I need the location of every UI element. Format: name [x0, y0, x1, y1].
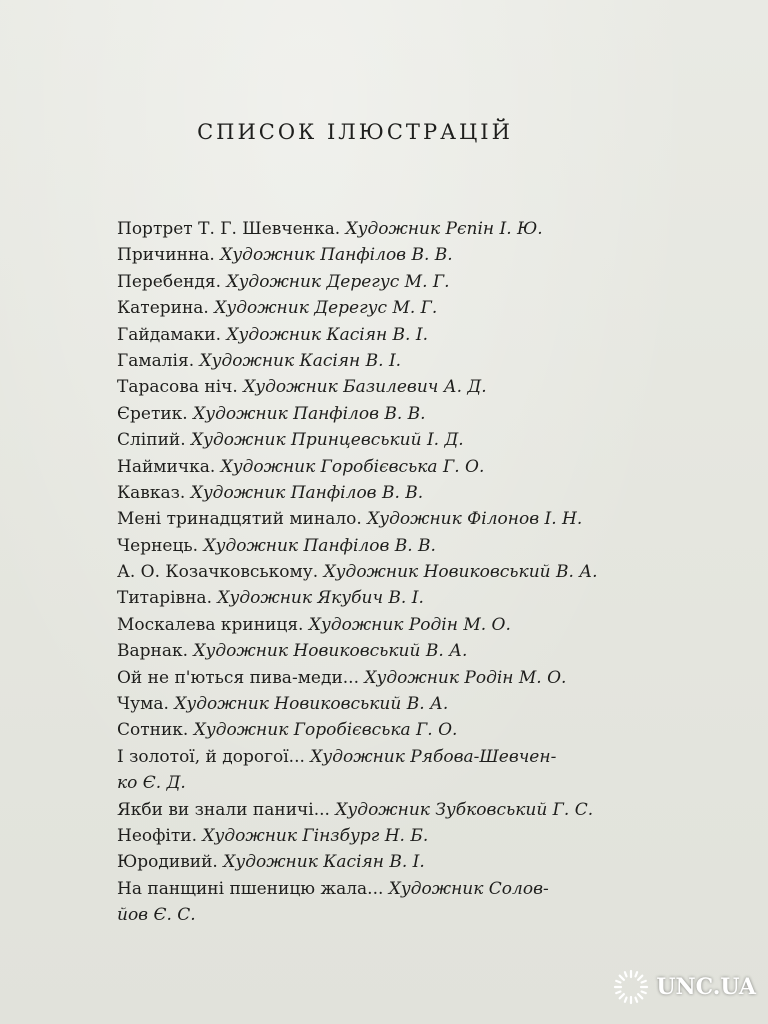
- illustration-title: Сотник.: [117, 720, 189, 741]
- list-item: [117, 322, 597, 348]
- illustration-artist: Художник Панфілов В. В.: [220, 245, 453, 266]
- illustration-artist: Художник Касіян В. І.: [223, 852, 425, 873]
- list-item: [117, 374, 597, 400]
- illustration-artist-continuation: ко Є. Д.: [117, 773, 186, 794]
- list-item: [117, 242, 597, 268]
- illustration-artist: Художник Базилевич А. Д.: [243, 377, 487, 398]
- illustration-title: І золотої, й дорогої...: [117, 746, 305, 767]
- list-item: [117, 585, 597, 611]
- illustration-title: Титарівна.: [117, 588, 212, 609]
- list-item: [117, 559, 597, 585]
- list-item: [117, 717, 597, 743]
- illustration-artist: Художник Новиковський В. А.: [323, 562, 598, 583]
- illustration-artist: Художник Гінзбург Н. Б.: [202, 826, 429, 847]
- illustration-title: На панщині пшеницю жала...: [117, 878, 384, 899]
- illustration-title: Тарасова ніч.: [117, 377, 238, 398]
- illustration-artist: Художник Панфілов В. В.: [203, 535, 436, 556]
- illustration-artist: Художник Рєпін І. Ю.: [345, 219, 543, 239]
- list-item: [117, 797, 597, 823]
- list-item: [117, 665, 597, 691]
- illustration-title: Сліпий.: [117, 430, 186, 451]
- illustration-title: Наймичка.: [117, 456, 216, 477]
- illustration-title: Гамалія.: [117, 350, 195, 371]
- list-item: [117, 823, 597, 849]
- illustration-artist: Художник Горобієвська Г. О.: [220, 456, 485, 477]
- list-item: [117, 506, 597, 532]
- illustration-title: Неофіти.: [117, 826, 198, 847]
- illustration-title: Чума.: [117, 694, 169, 715]
- illustration-artist: Художник Дерегус М. Г.: [226, 271, 450, 292]
- illustration-artist: Художник Солов-: [388, 878, 549, 899]
- illustration-artist: Художник Дерегус М. Г.: [214, 298, 438, 319]
- illustration-title: Катерина.: [117, 298, 209, 319]
- list-item: [117, 480, 597, 506]
- illustration-artist: Художник Зубковський Г. С.: [335, 799, 594, 820]
- list-item: [117, 401, 597, 427]
- illustration-artist: Художник Панфілов В. В.: [193, 403, 426, 424]
- illustration-title: Кавказ.: [117, 482, 186, 503]
- list-item: [117, 849, 597, 875]
- list-item: [117, 638, 597, 664]
- list-item: [117, 744, 597, 797]
- illustration-title: Єретик.: [117, 403, 188, 424]
- sunburst-logo-icon: [612, 968, 650, 1006]
- list-item: [117, 348, 597, 374]
- illustration-title: Причинна.: [117, 245, 215, 266]
- illustration-title: Гайдамаки.: [117, 324, 222, 345]
- illustration-title: Чернець.: [117, 535, 199, 556]
- illustration-artist-continuation: йов Є. С.: [117, 905, 196, 926]
- illustration-title: Варнак.: [117, 641, 189, 662]
- illustration-artist: Художник Якубич В. І.: [217, 588, 424, 609]
- illustration-artist: Художник Родін М. О.: [364, 667, 567, 688]
- illustration-artist: Художник Новиковський В. А.: [193, 641, 468, 662]
- illustration-artist: Художник Горобієвська Г. О.: [193, 720, 458, 741]
- illustration-title: Мені тринадцятий минало.: [117, 509, 362, 530]
- list-item: [117, 427, 597, 453]
- illustration-artist: Художник Принцевський І. Д.: [191, 430, 464, 451]
- illustration-artist: Художник Родін М. О.: [308, 614, 511, 635]
- list-item: [117, 533, 597, 559]
- illustration-title: Ой не п'ються пива-меди...: [117, 667, 359, 688]
- illustration-list: [117, 216, 597, 929]
- illustration-title: Перебендя.: [117, 271, 222, 292]
- illustration-title: Портрет Т. Г. Шевченка.: [117, 219, 341, 239]
- list-item: [117, 295, 597, 321]
- list-item: [117, 216, 597, 242]
- list-item: [117, 876, 597, 929]
- list-item: [117, 691, 597, 717]
- illustration-artist: Художник Касіян В. І.: [226, 324, 428, 345]
- illustration-title: А. О. Козачковському.: [117, 562, 319, 583]
- list-item: [117, 454, 597, 480]
- illustration-title: Юродивий.: [117, 852, 218, 873]
- illustration-artist: Художник Новиковський В. А.: [174, 694, 449, 715]
- illustration-title: Москалева криниця.: [117, 614, 304, 635]
- list-item: [117, 612, 597, 638]
- watermark: [612, 968, 756, 1006]
- list-item: [117, 269, 597, 295]
- page-title: СПИСОК ІЛЮСТРАЦІЙ: [197, 120, 513, 144]
- watermark-text: UNC.UA: [656, 974, 756, 1000]
- illustration-artist: Художник Рябова-Шевчен-: [310, 746, 557, 767]
- illustration-title: Якби ви знали паничі...: [117, 799, 330, 820]
- illustration-artist: Художник Касіян В. І.: [199, 350, 402, 371]
- illustration-artist: Художник Філонов І. Н.: [367, 509, 583, 530]
- illustration-artist: Художник Панфілов В. В.: [190, 482, 424, 503]
